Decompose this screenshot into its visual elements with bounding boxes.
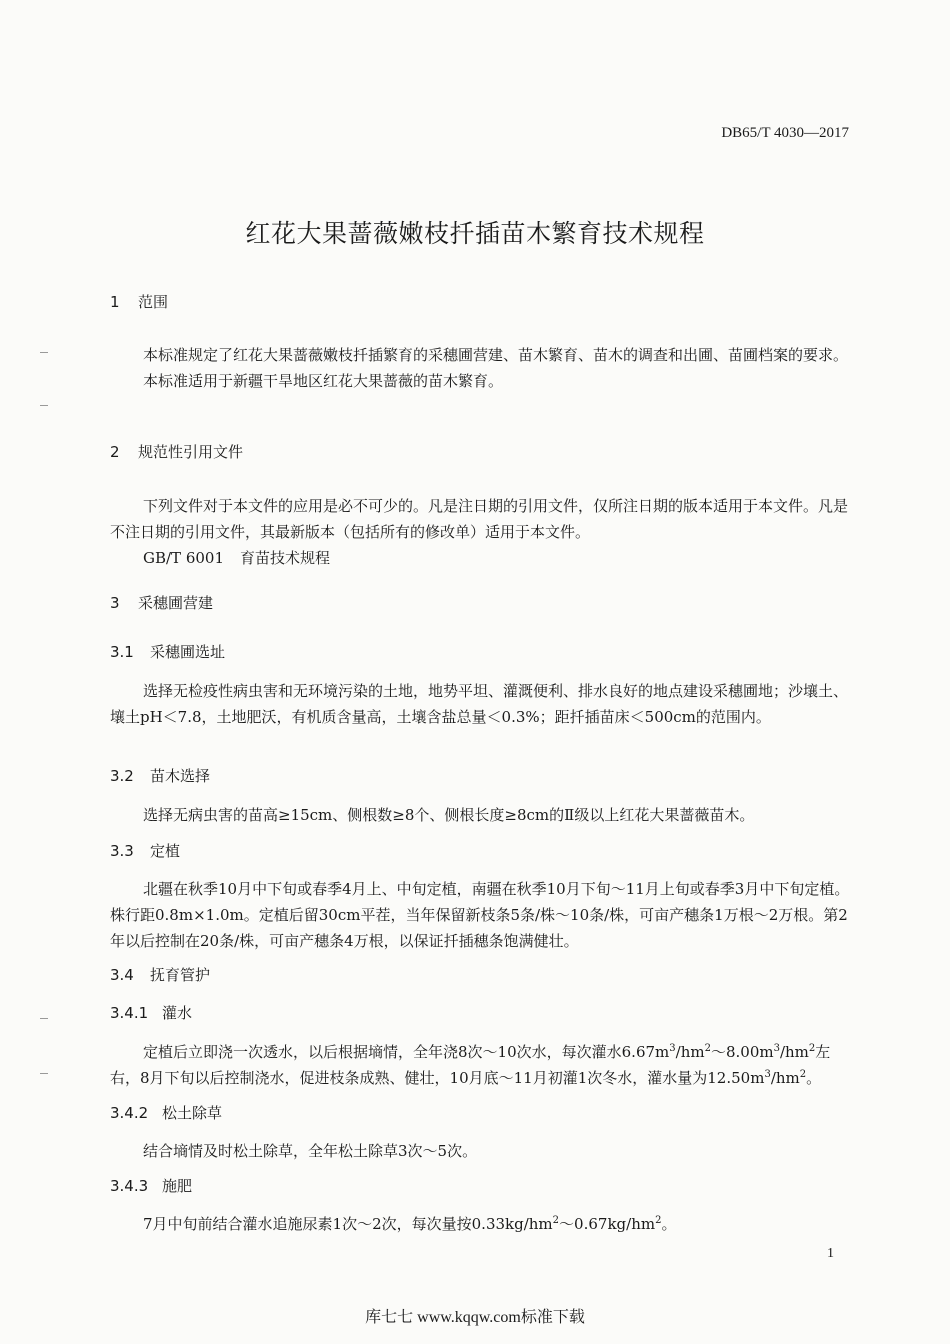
paragraph (110, 1039, 852, 1091)
section-number: 3 (110, 594, 120, 612)
text-run: 。 (661, 1215, 677, 1233)
section-number: 3.1 (110, 643, 134, 661)
document-number: DB65/T 4030—2017 (721, 125, 849, 141)
section-2-body (110, 493, 852, 571)
section-title: 苗木选择 (150, 767, 211, 785)
text-run: 左右，8月下旬以后控制浇水，促进枝条成熟、健壮，10月底～11月初灌1次冬水，灌水量为12.50m (110, 1043, 831, 1087)
paragraph: 下列文件对于本文件的应用是必不可少的。凡是注日期的引用文件，仅所注日期的版本适用于本文件。凡是不注日期的引用文件，其最新版本（包括所有的修改单）适用于本文件。 (110, 497, 849, 541)
text-run: 定植后立即浇一次透水，以后根据墒情，全年浇8次～10次水，每次灌水6.67m (143, 1043, 670, 1061)
superscript: 2 (655, 1215, 662, 1226)
section-3-4-3-heading (110, 1175, 192, 1196)
document-title: 红花大果蔷薇嫩枝扦插苗木繁育技术规程 (245, 219, 705, 248)
section-3-1-heading (110, 641, 225, 662)
section-title: 施肥 (162, 1177, 193, 1195)
reference-title: 育苗技术规程 (240, 549, 331, 567)
section-title: 范围 (138, 293, 169, 311)
section-number: 3.4.1 (110, 1004, 149, 1022)
section-3-4-2-heading (110, 1102, 222, 1123)
section-3-4-1-heading (110, 1002, 192, 1023)
text-run: 7月中旬前结合灌水追施尿素1次～2次，每次量按0.33kg/hm (143, 1215, 553, 1233)
paragraph: 北疆在秋季10月中下旬或春季4月上、中旬定植，南疆在秋季10月下旬～11月上旬或春季3月中下旬定植。株行距0.8m×1.0m。定植后留30cm平茬，当年保留新枝条5条/株～10条/株，可亩产穗条1万根～2万根。第2年以后控制在20条/株，可亩产穗条4万根，以保证扦插穗条饱满健壮。 (110, 880, 850, 950)
section-3-2-heading (110, 765, 210, 786)
paragraph: 选择无病虫害的苗高≥15cm、侧根数≥8个、侧根长度≥8cm的Ⅱ级以上红花大果蔷薇苗木。 (143, 806, 755, 824)
section-3-heading (110, 592, 213, 613)
paragraph: 选择无检疫性病虫害和无环境污染的土地，地势平坦、灌溉便利、排水良好的地点建设采穗圃地；沙壤土、壤土pH＜7.8，土地肥沃，有机质含量高，土壤含盐总量＜0.3%；距扦插苗床＜500cm的范围内。 (110, 682, 849, 726)
section-title: 抚育管护 (150, 966, 211, 984)
section-1-body (110, 342, 852, 394)
section-1-heading (110, 291, 168, 312)
paragraph: 本标准规定了红花大果蔷薇嫩枝扦插繁育的采穗圃营建、苗木繁育、苗木的调查和出圃、苗圃档案的要求。 (143, 346, 849, 364)
section-number: 1 (110, 293, 120, 311)
section-title: 定植 (150, 842, 181, 860)
section-3-3-heading (110, 840, 180, 861)
reference-code: GB/T 6001 (143, 549, 225, 567)
section-title: 灌水 (162, 1004, 193, 1022)
superscript: 2 (704, 1043, 711, 1054)
section-3-2-body (110, 802, 852, 828)
section-title: 松土除草 (162, 1104, 223, 1122)
section-2-heading (110, 441, 243, 462)
paragraph (110, 1211, 852, 1237)
text-run: ～0.67kg/hm (559, 1215, 656, 1233)
paragraph: 本标准适用于新疆干旱地区红花大果蔷薇的苗木繁育。 (143, 372, 504, 390)
section-number: 3.4.3 (110, 1177, 149, 1195)
page-number: 1 (827, 1246, 834, 1261)
section-3-4-3-body (110, 1211, 852, 1237)
scan-mark (40, 1018, 48, 1019)
scan-mark (40, 352, 48, 353)
superscript: 3 (764, 1069, 771, 1080)
section-3-4-2-body (110, 1138, 852, 1164)
section-3-1-body (110, 678, 852, 730)
section-number: 2 (110, 443, 120, 461)
section-number: 3.4.2 (110, 1104, 149, 1122)
section-3-4-heading (110, 964, 210, 985)
superscript: 2 (799, 1069, 807, 1080)
section-title: 采穗圃营建 (138, 594, 214, 612)
text-run: /hm (770, 1069, 800, 1087)
scan-mark (40, 405, 48, 406)
section-number: 3.3 (110, 842, 134, 860)
section-3-3-body (110, 876, 852, 954)
paragraph: 结合墒情及时松土除草，全年松土除草3次～5次。 (143, 1142, 478, 1160)
normative-reference (110, 545, 852, 571)
section-number: 3.4 (110, 966, 134, 984)
superscript: 3 (773, 1043, 780, 1054)
footer-watermark[interactable]: 库七七 www.kqqw.com标准下载 (365, 1309, 585, 1326)
section-3-4-1-body (110, 1039, 852, 1091)
superscript: 2 (552, 1215, 560, 1226)
text-run: /hm (675, 1043, 705, 1061)
section-title: 采穗圃选址 (150, 643, 226, 661)
superscript: 2 (808, 1043, 816, 1054)
scan-mark (40, 1073, 48, 1074)
section-number: 3.2 (110, 767, 134, 785)
text-run: /hm (779, 1043, 809, 1061)
section-title: 规范性引用文件 (138, 443, 244, 461)
text-run: ～8.00m (710, 1043, 774, 1061)
text-run: 。 (806, 1069, 822, 1087)
superscript: 3 (669, 1043, 676, 1054)
